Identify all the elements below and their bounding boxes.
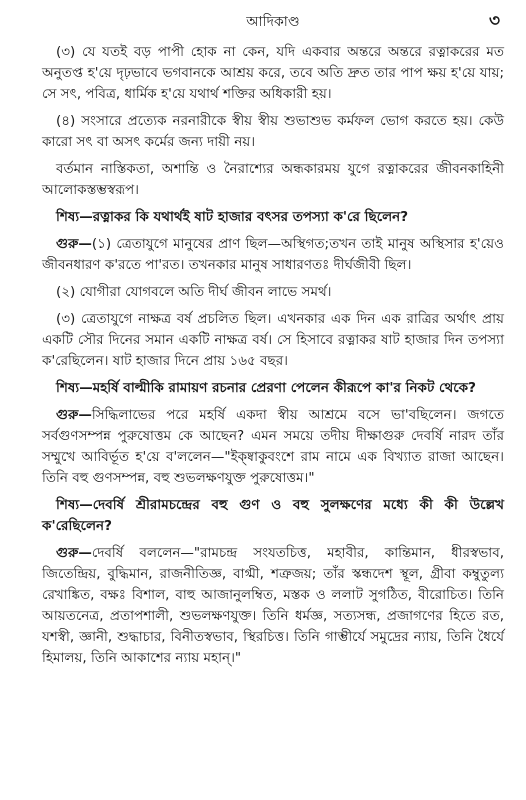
question-inspiration xyxy=(42,378,504,399)
page-header xyxy=(42,8,504,32)
question-text: শিষ্য—মহর্ষি বাল্মীকি রামায়ণ রচনার প্রেরণা পেলেন কীরূপে কা'র নিকট থেকে? xyxy=(56,380,476,396)
question-virtues xyxy=(42,495,504,537)
paragraph-text: (২) যোগীরা যোগবলে অতি দীর্ঘ জীবন লাভে সমর্থ। xyxy=(56,284,332,300)
answer-lead: গুরু— xyxy=(56,407,92,423)
answer-virtues xyxy=(42,543,504,669)
answer-lead: গুরু— xyxy=(56,236,92,252)
paragraph-text: (৪) সংসারে প্রত্যেক নরনারীকে স্বীয় স্বীয় শুভাশুভ কর্মফল ভোগ করতে হয়। কেউ কারো সৎ বা অসৎ কর্মের জন্য দায়ী নয়। xyxy=(42,113,504,150)
answer-text: সিদ্ধিলাভের পরে মহর্ষি একদা স্বীয় আশ্রমে বসে ভা'বছিলেন। জগতে সর্বগুণসম্পন্ন পুরুষোত্তম কে আছেন? এমন সময়ে তদীয় দীক্ষাগুরু দেবর্ষি নারদ তাঁর সম্মুখে আবির্ভূত হ'য়ে ব'ললেন—"ইক্ষ্বাকুবংশে রাম নামে এক বিখ্যাত রাজা আছেন। তিনি বহু গুণসম্পন্ন, বহু শুভলক্ষণযুক্ত পুরুষোত্তম।" xyxy=(42,407,504,486)
paragraph-text: বর্তমান নাস্তিকতা, অশান্তি ও নৈরাশ্যের অন্ধকারময় যুগে রত্নাকরের জীবনকাহিনী আলোকস্তম্ভস্বরূপ। xyxy=(42,161,504,198)
question-text: শিষ্য—দেবর্ষি শ্রীরামচন্দ্রের বহু গুণ ও বহু সুলক্ষণের মধ্যে কী কী উল্লেখ ক'রেছিলেন? xyxy=(42,497,504,534)
answer-narada xyxy=(42,405,504,489)
question-text: শিষ্য—রত্নাকর কি যথার্থই ষাট হাজার বৎসর তপস্যা ক'রে ছিলেন? xyxy=(56,209,409,225)
paragraph-point-4 xyxy=(42,111,504,153)
paragraph-text: (৩) ত্রেতাযুগে নাক্ষত্র বর্ষ প্রচলিত ছিল। এখনকার এক দিন এক রাত্রির অর্থাৎ প্রায় একটি সৌর দিনের সমান একটি নাক্ষত্র বর্ষ। সে হিসাবে রত্নাকর ষাট হাজার দিন তপস্যা ক'রেছিলেন। ষাট হাজার দিনে প্রায় ১৬৫ বছর। xyxy=(42,311,504,369)
paragraph-conclusion xyxy=(42,159,504,201)
paragraph-point-3 xyxy=(42,42,504,105)
answer-treta-yuga xyxy=(42,234,504,276)
question-sixty-thousand-years xyxy=(42,207,504,228)
answer-lead: গুরু— xyxy=(56,545,92,561)
page-number: ৩ xyxy=(488,11,500,31)
paragraph-yogis xyxy=(42,282,504,303)
answer-text: দেবর্ষি বললেন—"রামচন্দ্র সংযতচিত্ত, মহাবীর, কান্তিমান, ধীরস্বভাব, জিতেন্দ্রিয়, বুদ্ধিমান, রাজনীতিজ্ঞ, বাগ্মী, শত্রুজয়; তাঁর স্কন্ধদেশ স্থূল, গ্রীবা কম্বুতুল্য রেখাঙ্কিত, বক্ষঃ বিশাল, বাহু আজানুলম্বিত, মস্তক ও ললাট সুগঠিত, বীরোচিত। তিনি আয়তনেত্র, প্রতাপশালী, শুভলক্ষণযুক্ত। তিনি ধর্মজ্ঞ, সত্যসন্ধ, প্রজাগণের হিতে রত, যশস্বী, জ্ঞানী, শুদ্ধাচার, বিনীতস্বভাব, স্থিরচিত্ত। তিনি গাম্ভীর্যে সমুদ্রের ন্যায়, তিনি ধৈর্যে হিমালয়, তিনি আকাশের ন্যায় মহান্।" xyxy=(42,545,504,666)
body-text xyxy=(42,42,504,669)
answer-text: (১) ত্রেতাযুগে মানুষের প্রাণ ছিল—অস্থিগত;তখন তাই মানুষ অস্থিসার হ'য়েও জীবনধারণ ক'রতে পা'রত। তখনকার মানুষ সাধারণতঃ দীর্ঘজীবী ছিল। xyxy=(42,236,504,273)
running-title: আদিকাণ্ড xyxy=(246,14,300,30)
paragraph-nakshatra-year xyxy=(42,309,504,372)
paragraph-text: (৩) যে যতই বড় পাপী হোক না কেন, যদি একবার অন্তরে অন্তরে রত্নাকরের মত অনুতপ্ত হ'য়ে দৃঢ়ভাবে ভগবানকে আশ্রয় করে, তবে অতি দ্রুত তার পাপ ক্ষয় হ'য়ে যায়; সে সৎ, পবিত্র, ধার্মিক হ'য়ে যথার্থ শক্তির অধিকারী হয়। xyxy=(42,44,504,102)
